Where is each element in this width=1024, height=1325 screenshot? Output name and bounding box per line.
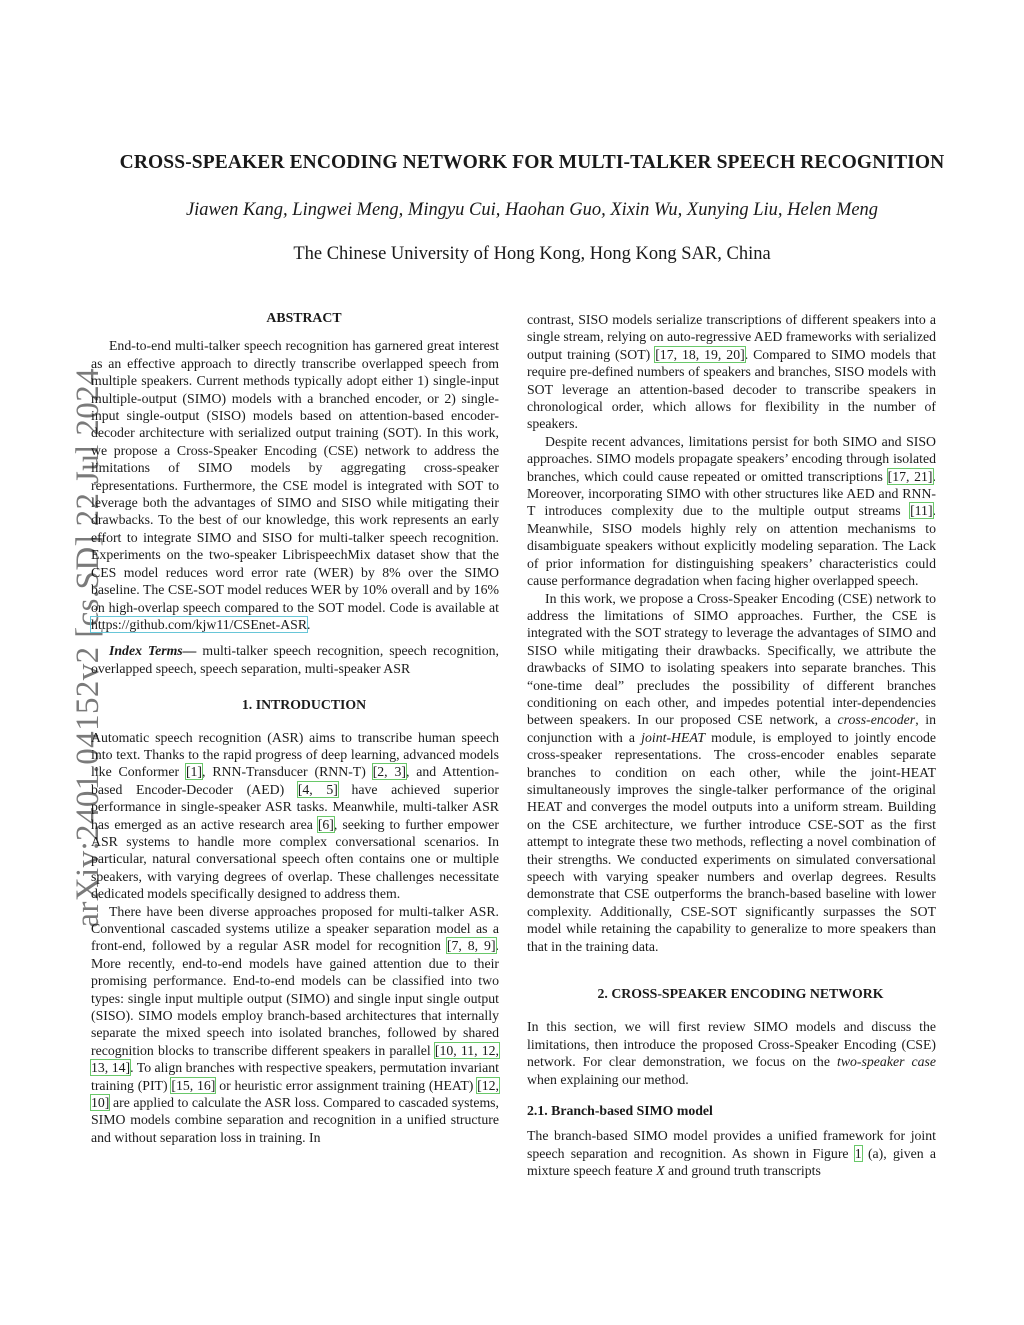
citation[interactable]: [10, 11, 12, 13, 14] bbox=[91, 1042, 499, 1076]
intro-paragraph-1: Automatic speech recognition (ASR) aims to transcribe human speech into text. Thanks to the rapid progress of deep learning, advanced models like Conformer [1], RNN-Transducer (RNN-T) [2, 3], and Attention-based Encoder-Decoder (AED) [4, 5] have achieved superior performance in single-speaker ASR tasks. Meanwhile, multi-talker ASR has emerged as an active research area [6], seeking to further empower ASR systems to handle more complex conversational scenarios. In particular, natural conversational speech often contains one or multiple speakers, with varying degrees of overlap. These challenges necessitate dedicated models specifically designed to address them. bbox=[91, 729, 500, 902]
affiliation: The Chinese University of Hong Kong, Hong Kong SAR, China bbox=[293, 244, 771, 264]
left-column bbox=[91, 309, 499, 1146]
section-2-paragraph-1: In this section, we will first review SIMO models and discuss the limitations, then introduce the proposed Cross-Speaker Encoding (CSE) network. For clear demonstration, we focus on the two-speaker case when explaining our method. bbox=[527, 1019, 936, 1087]
intro-paragraph-3: contrast, SISO models serialize transcriptions of different speakers into a single stream, relying on auto-regressive AED frameworks with serialized output training (SOT) [17, 18, 19, 20]. Compared to SIMO models that require pre-defined numbers of speakers and branches, SISO models with SOT leverage an attention-based decoder to transcribe speakers in chronological order, which allows for flexibility in the number of speakers. bbox=[527, 312, 937, 432]
citation[interactable]: [15, 16] bbox=[171, 1077, 216, 1093]
citation[interactable]: [6] bbox=[317, 816, 334, 832]
citation[interactable]: [17, 21] bbox=[887, 468, 933, 484]
index-terms: Index Terms— multi-talker speech recognition, speech recognition, overlapped speech, speech separation, multi-speaker ASR bbox=[91, 643, 499, 676]
right-column bbox=[527, 311, 936, 1180]
section-2-heading: 2. CROSS-SPEAKER ENCODING NETWORK bbox=[597, 986, 884, 1002]
intro-paragraph-2: There have been diverse approaches proposed for multi-talker ASR. Conventional cascaded systems utilize a speaker separation model as a front-end, followed by a regular ASR model for recognition [7, 8, 9]. More recently, end-to-end models have gained attention due to their promising performance. End-to-end models can be classified into two types: single input multiple output (SIMO) and single input single output (SISO). SIMO models employ branch-based architectures that internally separate the mixed speech into isolated branches, followed by shared recognition blocks to transcribe different speakers in parallel [10, 11, 12, 13, 14]. To align branches with respective speakers, permutation invariant training (PIT) [15, 16] or heuristic error assignment training (HEAT) [12, 10] are applied to calculate the ASR loss. Compared to cascaded systems, SIMO models combine separation and recognition in a unified structure and without separation loss in training. In bbox=[91, 903, 499, 1145]
figure-reference[interactable]: 1 bbox=[854, 1145, 862, 1161]
citation[interactable]: [17, 18, 19, 20] bbox=[655, 346, 745, 362]
citation[interactable]: [7, 8, 9] bbox=[446, 938, 496, 954]
citation[interactable]: [12, 10] bbox=[91, 1077, 499, 1111]
code-link[interactable]: https://github.com/kjw11/CSEnet-ASR bbox=[91, 616, 308, 632]
intro-paragraph-4: Despite recent advances, limitations persist for both SIMO and SISO approaches. SIMO models propagate speakers’ encoding through isolated branches, which could cause repeated or omitted transcriptions [17, 21]. Moreover, incorporating SIMO with other structures like AED and RNN-T introduces complexity due to the multiple output streams [11]. Meanwhile, SISO models highly rely on attention mechanisms to disambiguate speakers without explicitly modeling separation. The Lack of prior information for distinguishing speakers’ characteristics could cause performance degradation when facing higher overlapped speech. bbox=[527, 433, 936, 589]
citation[interactable]: [11] bbox=[910, 503, 933, 519]
citation[interactable]: [4, 5] bbox=[297, 781, 338, 797]
arxiv-stamp bbox=[22, 368, 106, 950]
abstract-heading: ABSTRACT bbox=[266, 310, 342, 325]
section-2-1-paragraph: The branch-based SIMO model provides a unified framework for joint speech separation and recognition. As shown in Figure 1 (a), given a mixture speech feature X and ground truth transcripts bbox=[527, 1128, 936, 1179]
subsection-2-1-heading: 2.1. Branch-based SIMO model bbox=[527, 1103, 713, 1119]
arxiv-id: arXiv:2401.04152v2 [cs.SD] 22 Jul 2024 bbox=[70, 368, 106, 928]
index-terms-label: Index Terms— bbox=[109, 643, 197, 659]
section-1-heading: 1. INTRODUCTION bbox=[241, 697, 367, 713]
intro-paragraph-5: In this work, we propose a Cross-Speaker Encoding (CSE) network to address the limitations of SIMO approaches. Further, the CSE is integrated with the SOT strategy to leverage the advantages of SIMO and SISO while mitigating their drawbacks. Specifically, we attribute the drawbacks of SIMO to isolating speakers into separate branches. This “one-time deal” precludes the possibility of different branches conditioning on each other, and impedes potential inter-dependencies between speakers. In our proposed CSE network, a cross-encoder, in conjunction with a joint-HEAT module, is employed to jointly encode cross-speaker representations. The cross-encoder enables separate branches to condition on each other, while the joint-HEAT simultaneously improves the single-talker performance of the original HEAT and converges the model outputs into a uniform stream. Building on the CSE architecture, we further introduce CSE-SOT as the first attempt to integrate these two methods, reflecting a novel combination of their strengths. We conducted experiments on simulated conversational speech with varying speaker numbers and overlap degrees. Results demonstrate that CSE outperforms the branch-based baseline with lower complexity. Additionally, CSE-SOT significantly surpasses the SOT model while retaining the capability to generalize to more speakers than that in the training data. bbox=[527, 590, 937, 954]
author-list: Jiawen Kang, Lingwei Meng, Mingyu Cui, Haohan Guo, Xixin Wu, Xunying Liu, Helen Meng bbox=[185, 200, 879, 220]
citation[interactable]: [2, 3] bbox=[372, 764, 406, 780]
paper-title: CROSS-SPEAKER ENCODING NETWORK FOR MULTI-TALKER SPEECH RECOGNITION bbox=[119, 152, 945, 173]
abstract-text: End-to-end multi-talker speech recognition has garnered great interest as an effective approach to directly transcribe overlapped speech from multiple speakers. Current methods typically adopt either 1) single-input multiple-output (SIMO) models with a branched encoder, or 2) single-input single-output (SISO) models based on attention-based encoder-decoder architecture with serialized output training (SOT). In this work, we propose a Cross-Speaker Encoding (CSE) network to address the limitations of SIMO models by aggregating cross-speaker representations. Furthermore, the CSE model is integrated with SOT to leverage both the advantages of SIMO and SISO while mitigating their drawbacks. To the best of our knowledge, this work represents an early effort to integrate SIMO and SISO for multi-talker speech recognition. Experiments on the two-speaker LibrispeechMix dataset show that the CES model reduces word error rate (WER) by 8% over the SIMO baseline. The CSE-SOT model reduces WER by 10% overall and by 16% on high-overlap speech compared to the SOT model. Code is available at https://github.com/kjw11/CSEnet-ASR. bbox=[91, 338, 499, 632]
citation[interactable]: [1] bbox=[185, 764, 203, 780]
